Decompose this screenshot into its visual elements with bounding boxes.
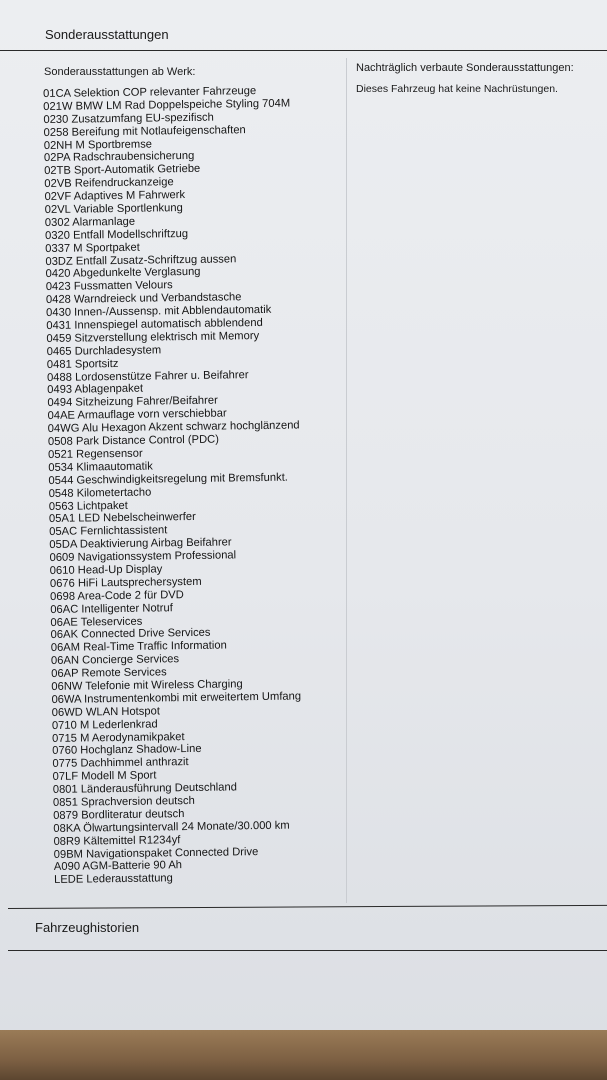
option-item: 0302 Alarmanlage — [44, 215, 136, 229]
option-item: 02TB Sport-Automatik Getriebe — [44, 163, 201, 178]
option-item: 021W BMW LM Rad Doppelspeiche Styling 704M — [43, 97, 291, 113]
option-item: 06AM Real-Time Traffic Information — [50, 639, 227, 655]
option-item: 0337 M Sportpaket — [45, 241, 140, 255]
option-item: 04WG Alu Hexagon Akzent schwarz hochglänzend — [47, 419, 300, 436]
section-title-fahrzeughistorien: Fahrzeughistorien — [35, 920, 140, 935]
option-item: 0430 Innen-/Aussensp. mit Abblendautomatik — [46, 303, 272, 320]
option-item: 0609 Navigationssystem Professional — [49, 549, 237, 565]
option-item: 0320 Entfall Modellschriftzug — [44, 227, 189, 242]
option-item: 0481 Sportsitz — [46, 357, 119, 371]
option-item: LEDE Lederausstattung — [53, 872, 173, 887]
option-item: 0420 Abgedunkelte Verglasung — [45, 266, 201, 281]
option-item: 06WD WLAN Hotspot — [51, 705, 160, 719]
option-item: A090 AGM-Batterie 90 Ah — [53, 859, 183, 874]
option-item: 0488 Lordosenstütze Fahrer u. Beifahrer — [46, 368, 249, 384]
option-item: 0698 Area-Code 2 für DVD — [50, 588, 184, 603]
option-item: 0428 Warndreieck und Verbandstasche — [45, 291, 242, 307]
option-item: 0493 Ablagenpaket — [47, 383, 144, 397]
option-item: 04AE Armauflage vorn verschiebbar — [47, 407, 227, 423]
divider-history — [8, 950, 607, 951]
option-item: 0431 Innenspiegel automatisch abblendend — [46, 316, 263, 333]
right-column-heading: Nachträglich verbaute Sonderausstattungen: — [356, 62, 574, 74]
option-item: 0879 Bordliteratur deutsch — [53, 807, 185, 822]
option-item: 06AC Intelligenter Notruf — [50, 601, 173, 616]
factory-options-list — [43, 84, 354, 887]
option-item: 06AP Remote Services — [51, 666, 167, 681]
option-item: 0676 HiFi Lautsprechersystem — [49, 575, 202, 590]
option-item: 0760 Hochglanz Shadow-Line — [52, 743, 202, 758]
option-item: 0710 M Lederlenkrad — [51, 718, 158, 732]
option-item: 02PA Radschraubensicherung — [43, 150, 195, 165]
option-item: 08R9 Kältemittel R1234yf — [53, 833, 181, 848]
option-item: 03DZ Entfall Zusatz-Schriftzug aussen — [45, 252, 237, 268]
option-item: 02NH M Sportbremse — [43, 138, 153, 152]
option-item: 09BM Navigationspaket Connected Drive — [53, 845, 259, 861]
option-item: 01CA Selektion COP relevanter Fahrzeuge — [43, 85, 257, 100]
left-column-heading: Sonderausstattungen ab Werk: — [44, 66, 196, 78]
section-title-sonderausstattungen: Sonderausstattungen — [45, 27, 169, 42]
option-item: 06AK Connected Drive Services — [50, 627, 211, 642]
option-item: 0494 Sitzheizung Fahrer/Beifahrer — [47, 394, 218, 410]
option-item: 0610 Head-Up Display — [49, 563, 163, 577]
option-item: 0801 Länderausführung Deutschland — [52, 781, 237, 797]
option-item: 0508 Park Distance Control (PDC) — [47, 433, 220, 449]
option-item: 02VL Variable Sportlenkung — [44, 202, 183, 217]
option-item: 0563 Lichtpaket — [48, 499, 128, 513]
option-item: 02VB Reifendruckanzeige — [44, 176, 174, 191]
option-item: 0851 Sprachversion deutsch — [52, 794, 195, 809]
no-retrofits-note: Dieses Fahrzeug hat keine Nachrüstungen. — [356, 83, 558, 95]
option-item: 0715 M Aerodynamikpaket — [51, 730, 185, 745]
option-item: 05A1 LED Nebelscheinwerfer — [48, 511, 196, 526]
option-item: 0548 Kilometertacho — [48, 486, 152, 500]
option-item: 0544 Geschwindigkeitsregelung mit Bremsfunkt. — [48, 471, 288, 487]
option-item: 0775 Dachhimmel anthrazit — [52, 756, 189, 771]
option-item: 0423 Fussmatten Velours — [45, 279, 173, 294]
option-item: 06AE Teleservices — [50, 615, 143, 629]
option-item: 0459 Sitzverstellung elektrisch mit Memory — [46, 329, 260, 345]
divider-top — [0, 50, 607, 51]
option-item: 0230 Zusatzumfang EU-spezifisch — [43, 111, 214, 126]
option-item: 06NW Telefonie mit Wireless Charging — [51, 678, 243, 693]
option-item: 05AC Fernlichtassistent — [49, 524, 168, 539]
option-item: 0534 Klimaautomatik — [48, 460, 153, 474]
option-item: 06AN Concierge Services — [50, 653, 180, 668]
option-item: 0258 Bereifung mit Notlaufeigenschaften — [43, 123, 246, 139]
option-item: 08KA Ölwartungsintervall 24 Monate/30.000 km — [53, 819, 290, 835]
option-item: 06WA Instrumentenkombi mit erweitertem Umfang — [51, 690, 302, 706]
option-item: 02VF Adaptives M Fahrwerk — [44, 189, 186, 204]
option-item: 05DA Deaktivierung Airbag Beifahrer — [49, 536, 232, 552]
wooden-table-background — [0, 1030, 607, 1080]
option-item: 0521 Regensensor — [48, 447, 143, 461]
divider-bottom — [8, 905, 607, 909]
option-item: 07LF Modell M Sport — [52, 769, 157, 784]
option-item: 0465 Durchladesystem — [46, 344, 162, 358]
